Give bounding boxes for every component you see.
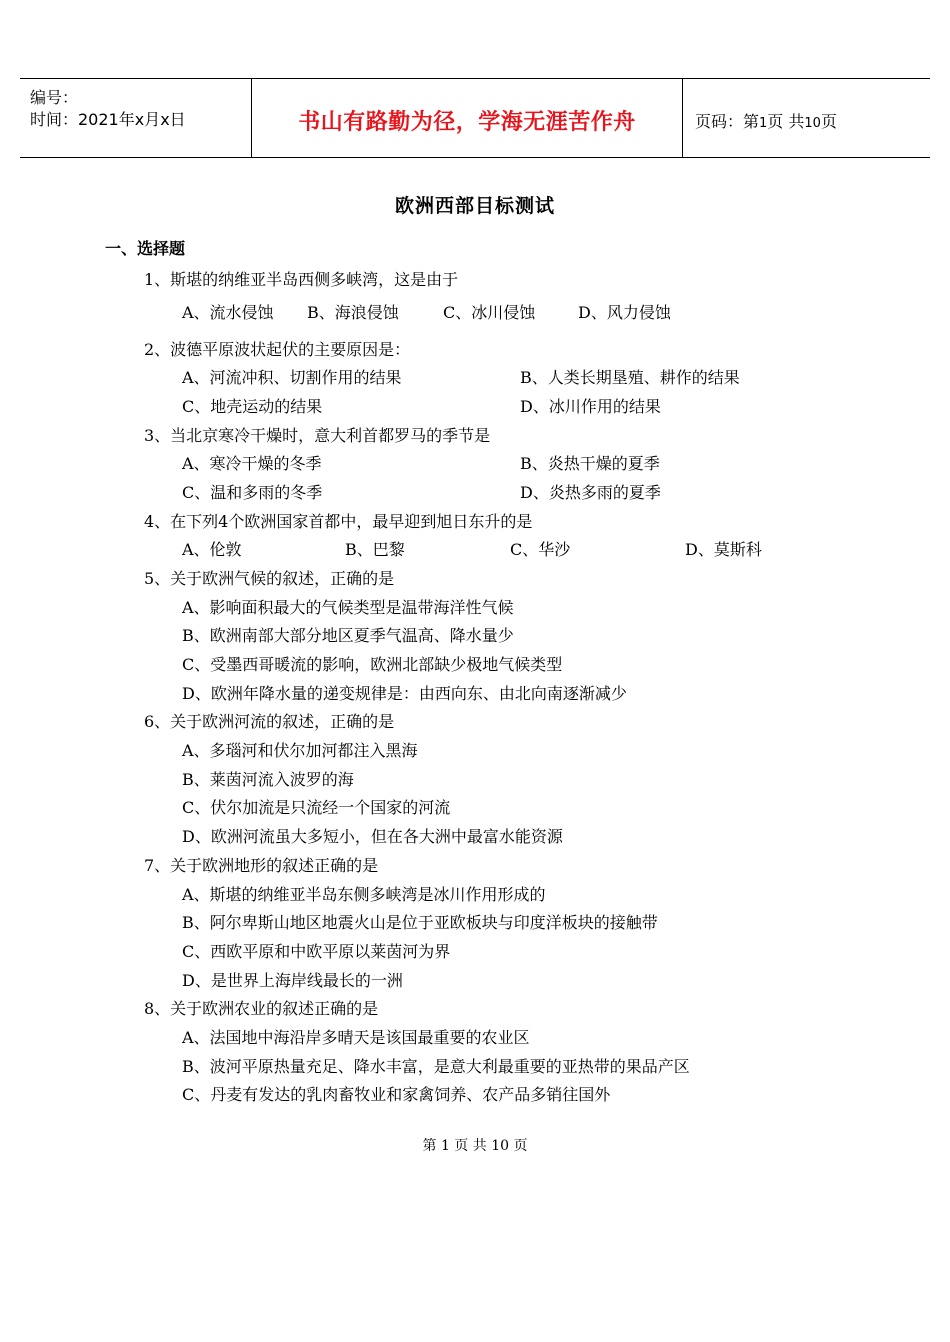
question-stem: 7、关于欧洲地形的叙述正确的是 xyxy=(144,856,379,875)
header-left-cell xyxy=(20,79,252,157)
option: C、温和多雨的冬季 xyxy=(182,483,323,502)
option: B、巴黎 xyxy=(345,540,405,559)
question-stem: 8、关于欧洲农业的叙述正确的是 xyxy=(144,999,379,1018)
option: B、欧洲南部大部分地区夏季气温高、降水量少 xyxy=(182,626,514,645)
option: A、法国地中海沿岸多晴天是该国最重要的农业区 xyxy=(182,1028,530,1047)
question-stem: 1、斯堪的纳维亚半岛西侧多峡湾，这是由于 xyxy=(144,270,459,289)
option: D、欧洲河流虽大多短小，但在各大洲中最富水能资源 xyxy=(182,827,563,846)
option: C、伏尔加流是只流经一个国家的河流 xyxy=(182,798,451,817)
option: D、炎热多雨的夏季 xyxy=(520,483,661,502)
serial-label: 编号： xyxy=(30,88,79,107)
option: C、西欧平原和中欧平原以莱茵河为界 xyxy=(182,942,451,961)
question-stem: 3、当北京寒冷干燥时，意大利首都罗马的季节是 xyxy=(144,426,491,445)
option: B、海浪侵蚀 xyxy=(307,303,399,322)
time-label: 时间：2021年x月x日 xyxy=(30,110,186,129)
option: A、影响面积最大的气候类型是温带海洋性气候 xyxy=(182,598,514,617)
header-page-cell xyxy=(683,79,930,157)
option: C、地壳运动的结果 xyxy=(182,397,323,416)
option: D、是世界上海岸线最长的一洲 xyxy=(182,971,403,990)
page-end: 页 xyxy=(820,112,837,131)
page-info xyxy=(695,109,837,132)
option: A、斯堪的纳维亚半岛东侧多峡湾是冰川作用形成的 xyxy=(182,885,546,904)
option: A、河流冲积、切割作用的结果 xyxy=(182,368,402,387)
option: C、丹麦有发达的乳肉畜牧业和家禽饲养、农产品多销往国外 xyxy=(182,1085,611,1104)
question-stem: 5、关于欧洲气候的叙述，正确的是 xyxy=(144,569,395,588)
option: B、炎热干燥的夏季 xyxy=(520,454,660,473)
option: D、冰川作用的结果 xyxy=(520,397,661,416)
page-label: 页码：第 xyxy=(695,112,760,131)
page-current: 1 xyxy=(759,116,768,131)
option: A、寒冷干燥的冬季 xyxy=(182,454,322,473)
option: A、多瑙河和伏尔加河都注入黑海 xyxy=(182,741,418,760)
option: B、阿尔卑斯山地区地震火山是位于亚欧板块与印度洋板块的接触带 xyxy=(182,913,658,932)
page-title: 欧洲西部目标测试 xyxy=(394,195,555,217)
document-header xyxy=(20,78,930,158)
option: D、莫斯科 xyxy=(685,540,762,559)
option: B、波河平原热量充足、降水丰富，是意大利最重要的亚热带的果品产区 xyxy=(182,1057,690,1076)
option: C、华沙 xyxy=(510,540,571,559)
option: B、莱茵河流入波罗的海 xyxy=(182,770,354,789)
header-motto-cell xyxy=(252,79,683,157)
page-footer: 第 1 页 共 10 页 xyxy=(422,1138,528,1154)
option: D、风力侵蚀 xyxy=(578,303,671,322)
section-heading: 一、选择题 xyxy=(105,239,186,258)
question-stem: 6、关于欧洲河流的叙述，正确的是 xyxy=(144,712,395,731)
option: C、冰川侵蚀 xyxy=(443,303,536,322)
page-mid: 页 共 xyxy=(767,112,805,131)
option: A、伦敦 xyxy=(182,540,242,559)
question-stem: 4、在下列4个欧洲国家首都中，最早迎到旭日东升的是 xyxy=(144,512,533,531)
option: C、受墨西哥暖流的影响，欧洲北部缺少极地气候类型 xyxy=(182,655,563,674)
option: A、流水侵蚀 xyxy=(182,303,274,322)
motto: 书山有路勤为径，学海无涯苦作舟 xyxy=(298,110,636,135)
option: D、欧洲年降水量的递变规律是：由西向东、由北向南逐渐减少 xyxy=(182,684,627,703)
question-stem: 2、波德平原波状起伏的主要原因是： xyxy=(144,340,411,359)
option: B、人类长期垦殖、耕作的结果 xyxy=(520,368,740,387)
page-total: 10 xyxy=(804,116,821,131)
